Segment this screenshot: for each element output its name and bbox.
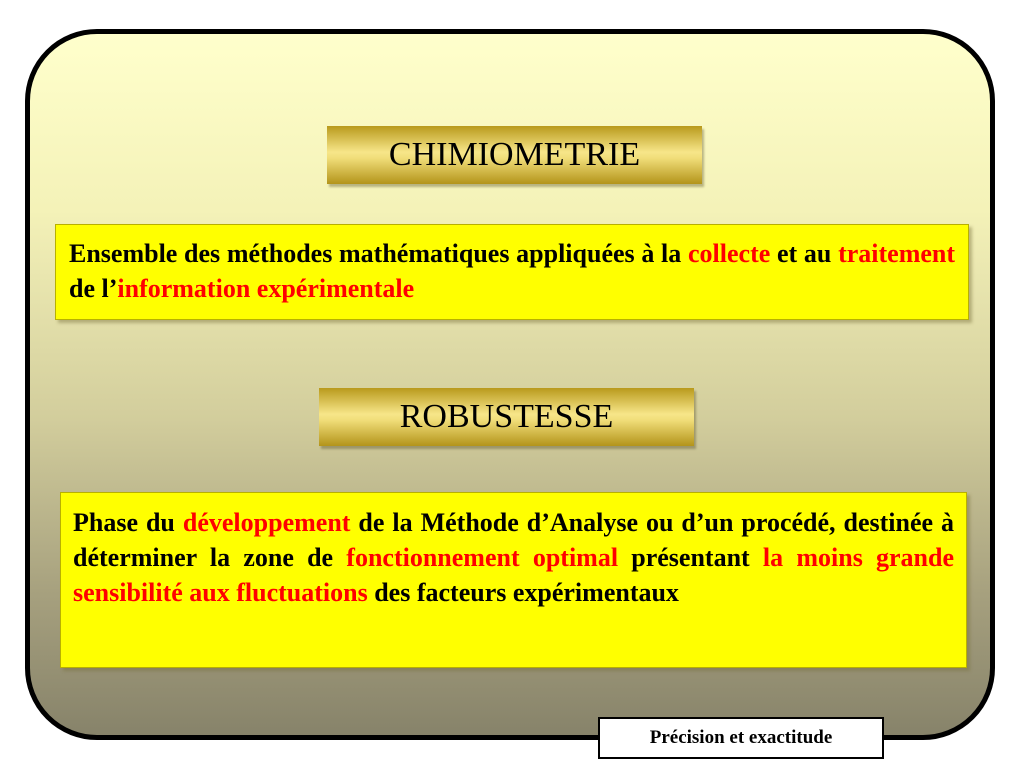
title-chimiometrie-text: CHIMIOMETRIE — [388, 136, 641, 173]
definition-text: Phase du — [73, 508, 175, 537]
highlight-sensibilite: la moins grande sensibilité aux fluctuations — [73, 543, 955, 608]
definition-text: Ensemble des méthodes mathématiques appliquées à la — [69, 239, 682, 268]
highlight-developpement: développement — [182, 508, 351, 537]
definition-text: de la Méthode d’Analyse ou d’un procédé, destinée à déterminer la zone de — [73, 508, 955, 573]
highlight-traitement: traitement — [838, 239, 956, 268]
definition-text: présentant — [631, 543, 750, 573]
footer-label — [598, 717, 884, 759]
highlight-collecte: collecte — [688, 239, 771, 268]
footer-text: Précision et exactitude — [649, 727, 833, 748]
title-robustesse — [319, 388, 694, 446]
definition-chimiometrie — [55, 224, 969, 320]
definition-text: et au — [777, 239, 832, 268]
definition-text: de l’ — [69, 274, 118, 304]
definition-text: des facteurs expérimentaux — [374, 578, 679, 608]
definition-robustesse — [60, 492, 967, 668]
highlight-information: information expérimentale — [117, 274, 415, 304]
highlight-fonctionnement-optimal: fonctionnement optimal — [346, 543, 619, 573]
title-chimiometrie — [327, 126, 702, 184]
title-robustesse-text: ROBUSTESSE — [399, 398, 614, 435]
